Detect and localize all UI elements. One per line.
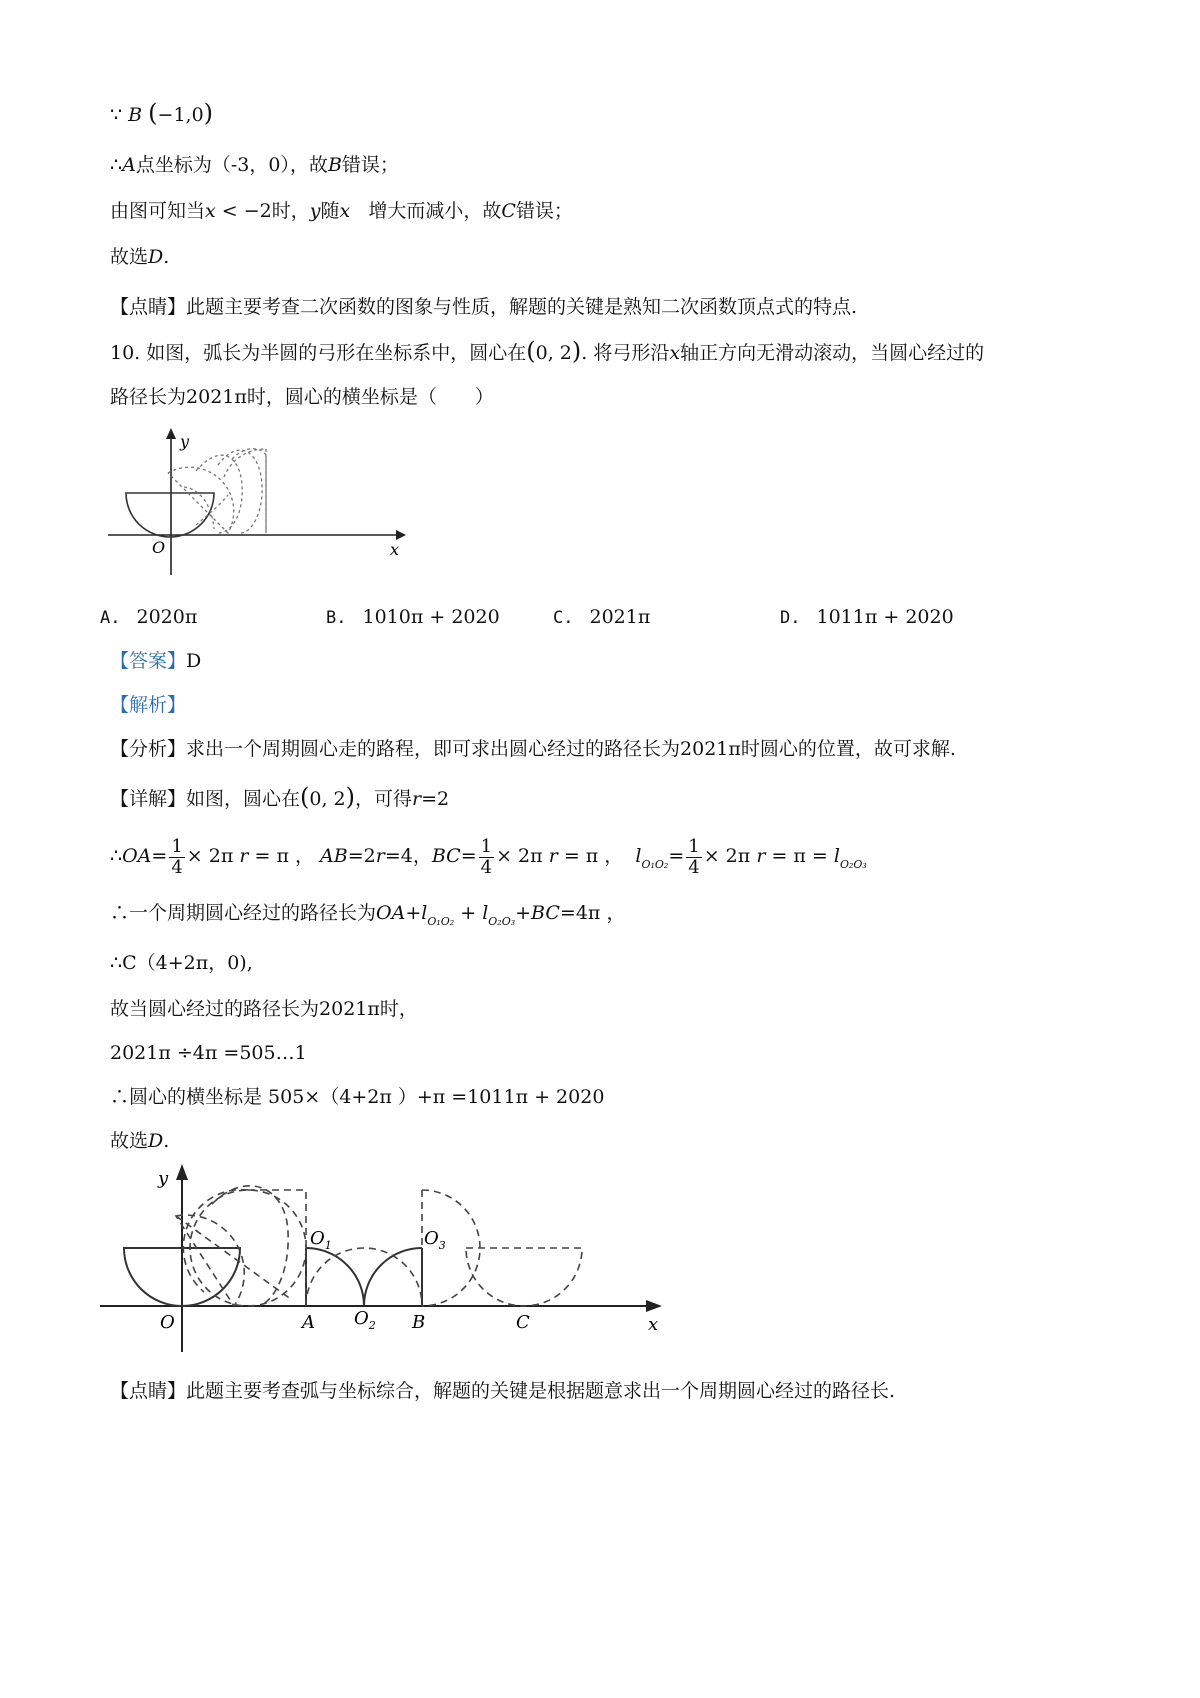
- division-line: 2021π ÷4π =505…1: [110, 1042, 307, 1064]
- path-length-line: 故当圆心经过的路径长为2021π时，: [110, 998, 418, 1020]
- option-b[interactable]: B. 1010π + 2020: [326, 606, 500, 628]
- dianjing-note-2: 【点睛】此题主要考查弧与坐标综合，解题的关键是根据题意求出一个周期圆心经过的路径长.: [110, 1380, 896, 1402]
- rolling-segments: [168, 449, 266, 533]
- dianjing-note-1: 【点睛】此题主要考查二次函数的图象与性质，解题的关键是熟知二次函数顶点式的特点.: [110, 296, 858, 318]
- point-b: B: [128, 104, 143, 126]
- choose-d-line: 故选D.: [110, 246, 170, 268]
- given-b-line: ∵ B (−1,0): [110, 99, 214, 127]
- dashed-paths: [176, 1186, 582, 1306]
- fraction-quarter-1: $\frac{1}{4}$: [171, 835, 183, 878]
- answer-line: [110, 648, 201, 674]
- question-10-line-1: 10. 如图，弧长为半圆的弓形在坐标系中，圆心在(0, 2). 将弓形沿x轴正方向无滑动滚动，当圆心经过的: [110, 337, 985, 365]
- answer-value: D: [186, 650, 202, 672]
- period-path-line: ∴一个周期圆心经过的路径长为$OA+l_{O_1O_2} + l_{O_2O_3}+BC=4\pi$ ，: [110, 902, 626, 928]
- fraction-quarter-3: $\frac{1}{4}$: [688, 835, 700, 878]
- point-c-label: C: [516, 1312, 530, 1333]
- point-c-line: ∴C（4+2π，0),: [110, 952, 253, 974]
- option-c[interactable]: C. 2021π: [553, 606, 651, 628]
- solution-figure: [96, 1160, 676, 1360]
- x-axis-label-2: x: [648, 1314, 659, 1335]
- result-line: ∴圆心的横坐标是 505×（4+2π ）+π =1011π + 2020: [110, 1086, 605, 1108]
- question-figure: [100, 425, 420, 585]
- arc-length-equation: ∴OA= $\frac{1}{4}$ × 2π r = π ， AB=2r=4，BC= $\frac{1}{4}$ × 2π r = π ， $l_{O_1O_2}=$ $\frac{1}{4}$ × 2π $r = \pi = l_{O_2O_3}$: [110, 835, 867, 878]
- point-o2-label: $O_2$: [354, 1308, 376, 1332]
- answer-label: 【答案】: [110, 650, 187, 672]
- point-b-label: B: [412, 1312, 426, 1333]
- origin-label: O: [152, 538, 166, 557]
- fenxi-line: 【分析】求出一个周期圆心走的路程，即可求出圆心经过的路径长为2021π时圆心的位置，故可求解.: [110, 738, 956, 760]
- initial-segment: [126, 493, 214, 537]
- final-choice-line: 故选D.: [110, 1130, 170, 1152]
- point-o1-label: $O_1$: [310, 1228, 332, 1252]
- point-a-label: A: [302, 1312, 315, 1333]
- analysis-label: 【解析】: [110, 694, 187, 716]
- a-coordinate-line: ∴A点坐标为（-3，0），故B错误；: [110, 154, 399, 176]
- because-symbol: ∵: [110, 104, 123, 126]
- option-d[interactable]: D. 1011π + 2020: [780, 606, 954, 628]
- y-axis-label: y: [180, 432, 190, 451]
- xiangjie-line: 【详解】如图，圆心在(0, 2)，可得r=2: [110, 783, 450, 811]
- solid-paths: [124, 1248, 422, 1306]
- fraction-quarter-2: $\frac{1}{4}$: [480, 835, 493, 878]
- x-axis-label: x: [390, 540, 400, 559]
- option-a[interactable]: A. 2020π: [100, 606, 198, 628]
- y-axis-label-2: y: [158, 1168, 169, 1189]
- point-o3-label: $O_3$: [424, 1228, 446, 1252]
- graph-reasoning-line: 由图可知当x < −2时，y随x 增大而减小，故C错误；: [110, 200, 573, 222]
- point-b-coord: −1,0: [157, 104, 204, 126]
- question-10-line-2: 路径长为2021π时，圆心的横坐标是（ ）: [110, 386, 494, 408]
- origin-label-2: O: [160, 1312, 175, 1333]
